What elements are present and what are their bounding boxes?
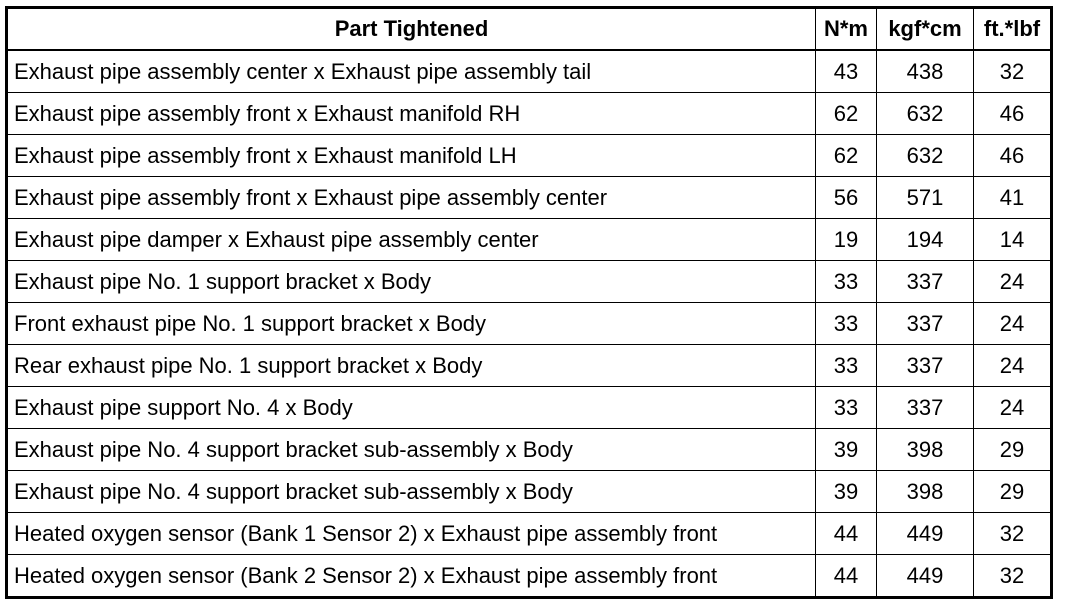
part-cell: Exhaust pipe assembly front x Exhaust manifold LH [7,135,816,177]
kgf-cell: 632 [877,93,974,135]
ft-cell: 32 [974,50,1052,93]
table-row [7,429,1052,471]
nm-cell: 33 [816,303,877,345]
part-cell: Exhaust pipe No. 1 support bracket x Body [7,261,816,303]
table-row [7,219,1052,261]
header-nm: N*m [816,8,877,51]
nm-cell: 33 [816,387,877,429]
nm-cell: 43 [816,50,877,93]
table-row [7,303,1052,345]
nm-cell: 44 [816,513,877,555]
part-cell: Heated oxygen sensor (Bank 1 Sensor 2) x Exhaust pipe assembly front [7,513,816,555]
table-header [7,8,1052,51]
table-row [7,93,1052,135]
kgf-cell: 571 [877,177,974,219]
nm-cell: 56 [816,177,877,219]
ft-cell: 29 [974,429,1052,471]
part-cell: Rear exhaust pipe No. 1 support bracket x Body [7,345,816,387]
kgf-cell: 632 [877,135,974,177]
table-row [7,261,1052,303]
table-row [7,135,1052,177]
table-row [7,50,1052,93]
ft-cell: 46 [974,135,1052,177]
ft-cell: 24 [974,387,1052,429]
part-cell: Exhaust pipe assembly center x Exhaust pipe assembly tail [7,50,816,93]
table-row [7,387,1052,429]
ft-cell: 24 [974,345,1052,387]
nm-cell: 39 [816,429,877,471]
kgf-cell: 398 [877,471,974,513]
ft-cell: 24 [974,303,1052,345]
nm-cell: 62 [816,135,877,177]
header-part-tightened: Part Tightened [7,8,816,51]
ft-cell: 41 [974,177,1052,219]
table-row [7,177,1052,219]
kgf-cell: 449 [877,555,974,598]
nm-cell: 33 [816,261,877,303]
kgf-cell: 438 [877,50,974,93]
header-row [7,8,1052,51]
kgf-cell: 337 [877,303,974,345]
kgf-cell: 337 [877,387,974,429]
nm-cell: 19 [816,219,877,261]
table-row [7,345,1052,387]
ft-cell: 32 [974,513,1052,555]
ft-cell: 14 [974,219,1052,261]
kgf-cell: 194 [877,219,974,261]
part-cell: Exhaust pipe No. 4 support bracket sub-assembly x Body [7,429,816,471]
table-row [7,513,1052,555]
table-body [7,50,1052,598]
nm-cell: 33 [816,345,877,387]
ft-cell: 32 [974,555,1052,598]
table-row [7,555,1052,598]
part-cell: Exhaust pipe No. 4 support bracket sub-assembly x Body [7,471,816,513]
part-cell: Exhaust pipe assembly front x Exhaust pipe assembly center [7,177,816,219]
part-cell: Exhaust pipe support No. 4 x Body [7,387,816,429]
header-ft-lbf: ft.*lbf [974,8,1052,51]
kgf-cell: 398 [877,429,974,471]
nm-cell: 62 [816,93,877,135]
kgf-cell: 449 [877,513,974,555]
ft-cell: 29 [974,471,1052,513]
part-cell: Heated oxygen sensor (Bank 2 Sensor 2) x Exhaust pipe assembly front [7,555,816,598]
nm-cell: 39 [816,471,877,513]
table-row [7,471,1052,513]
kgf-cell: 337 [877,261,974,303]
part-cell: Front exhaust pipe No. 1 support bracket x Body [7,303,816,345]
kgf-cell: 337 [877,345,974,387]
ft-cell: 24 [974,261,1052,303]
nm-cell: 44 [816,555,877,598]
part-cell: Exhaust pipe assembly front x Exhaust manifold RH [7,93,816,135]
torque-specification-table [5,6,1053,599]
header-kgf-cm: kgf*cm [877,8,974,51]
ft-cell: 46 [974,93,1052,135]
part-cell: Exhaust pipe damper x Exhaust pipe assembly center [7,219,816,261]
